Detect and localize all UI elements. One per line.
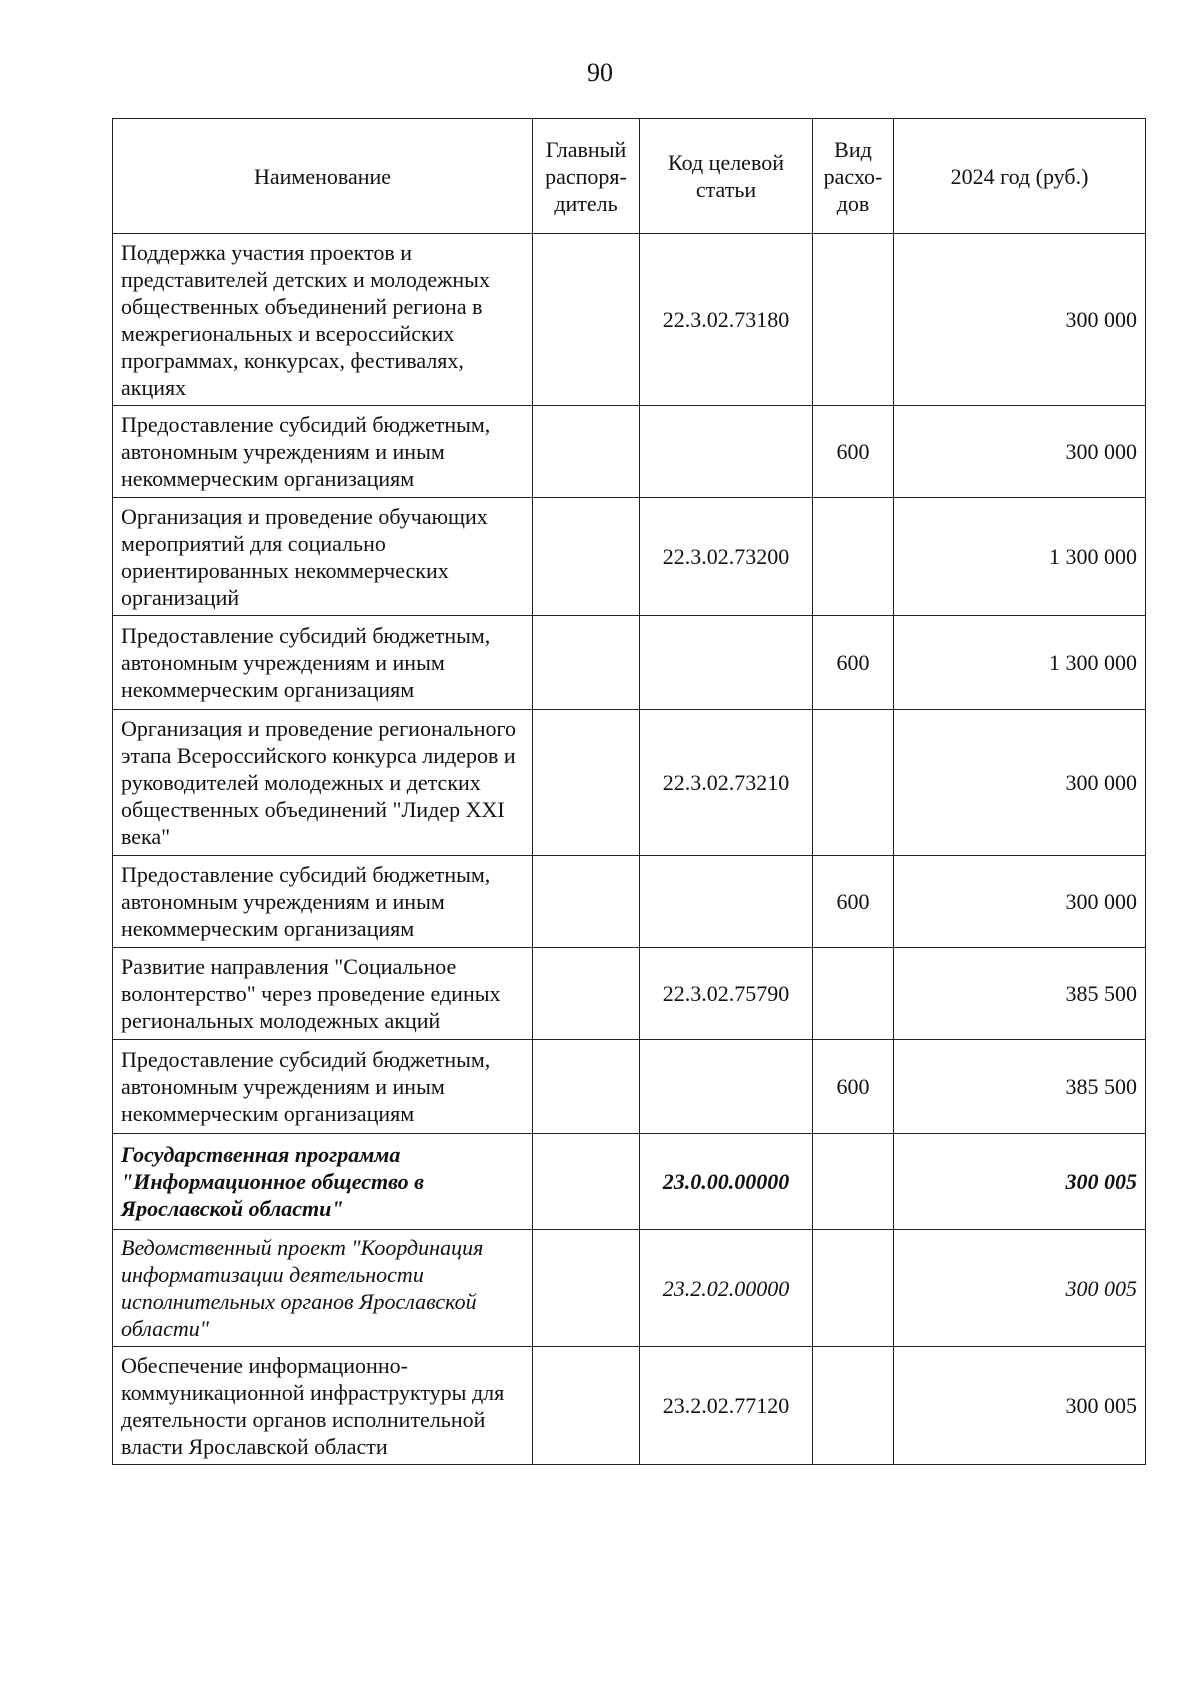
row-name: Поддержка участия проектов и представителей детских и молодежных общественных объединений региона в межрегиональных и всероссийских программах, конкурсах, фестивалях, акциях: [113, 234, 533, 406]
row-amount: 300 000: [894, 856, 1146, 948]
row-admin: [533, 948, 640, 1040]
header-name: Наименование: [113, 119, 533, 234]
table-row: [113, 1134, 1146, 1230]
row-code: 22.3.02.75790: [640, 948, 813, 1040]
row-code: [640, 1040, 813, 1134]
table-row: [113, 710, 1146, 856]
budget-table: [112, 118, 1146, 1465]
table-row: [113, 616, 1146, 710]
row-name: Предоставление субсидий бюджетным, автономным учреждениям и иным некоммерческим организациям: [113, 856, 533, 948]
row-code: 23.2.02.00000: [640, 1230, 813, 1347]
row-admin: [533, 406, 640, 498]
row-type: [813, 1230, 894, 1347]
row-amount: 300 000: [894, 710, 1146, 856]
table-row: [113, 856, 1146, 948]
row-code: 23.0.00.00000: [640, 1134, 813, 1230]
table-row: [113, 498, 1146, 616]
row-name: Предоставление субсидий бюджетным, автономным учреждениям и иным некоммерческим организациям: [113, 1040, 533, 1134]
row-amount: 385 500: [894, 948, 1146, 1040]
row-code: 22.3.02.73210: [640, 710, 813, 856]
row-amount: 1 300 000: [894, 498, 1146, 616]
row-code: 23.2.02.77120: [640, 1347, 813, 1465]
table-body: [113, 234, 1146, 1465]
row-name: Организация и проведение обучающих мероприятий для социально ориентированных некоммерческих организаций: [113, 498, 533, 616]
row-admin: [533, 1230, 640, 1347]
row-name: Обеспечение информационно-коммуникационной инфраструктуры для деятельности органов исполнительной власти Ярославской области: [113, 1347, 533, 1465]
row-type: 600: [813, 406, 894, 498]
row-code: 22.3.02.73200: [640, 498, 813, 616]
row-type: [813, 710, 894, 856]
row-code: [640, 616, 813, 710]
row-amount: 300 005: [894, 1347, 1146, 1465]
header-code: Код целевой статьи: [640, 119, 813, 234]
row-admin: [533, 856, 640, 948]
row-type: [813, 1134, 894, 1230]
table-header-row: [113, 119, 1146, 234]
page-number: 90: [587, 58, 613, 87]
row-name: Развитие направления "Социальное волонтерство" через проведение единых региональных молодежных акций: [113, 948, 533, 1040]
row-amount: 300 005: [894, 1134, 1146, 1230]
row-code: 22.3.02.73180: [640, 234, 813, 406]
row-type: 600: [813, 856, 894, 948]
row-type: 600: [813, 1040, 894, 1134]
row-name: Государственная программа "Информационное общество в Ярославской области": [113, 1134, 533, 1230]
row-code: [640, 856, 813, 948]
table-row: [113, 1347, 1146, 1465]
table-row: [113, 1230, 1146, 1347]
header-admin: Главный распоря-дитель: [533, 119, 640, 234]
row-amount: 300 005: [894, 1230, 1146, 1347]
row-code: [640, 406, 813, 498]
row-name: Предоставление субсидий бюджетным, автономным учреждениям и иным некоммерческим организациям: [113, 406, 533, 498]
row-name: Предоставление субсидий бюджетным, автономным учреждениям и иным некоммерческим организациям: [113, 616, 533, 710]
row-admin: [533, 1347, 640, 1465]
row-admin: [533, 710, 640, 856]
table-row: [113, 948, 1146, 1040]
row-type: [813, 1347, 894, 1465]
row-admin: [533, 1040, 640, 1134]
row-type: [813, 498, 894, 616]
row-amount: 385 500: [894, 1040, 1146, 1134]
row-admin: [533, 498, 640, 616]
row-name: Организация и проведение регионального этапа Всероссийского конкурса лидеров и руководителей молодежных и детских общественных объединений "Лидер XXI века": [113, 710, 533, 856]
row-type: [813, 234, 894, 406]
row-type: [813, 948, 894, 1040]
row-name: Ведомственный проект "Координация информатизации деятельности исполнительных органов Ярославской области": [113, 1230, 533, 1347]
row-amount: 300 000: [894, 234, 1146, 406]
table-row: [113, 234, 1146, 406]
header-year: 2024 год (руб.): [894, 119, 1146, 234]
row-amount: 1 300 000: [894, 616, 1146, 710]
row-amount: 300 000: [894, 406, 1146, 498]
row-type: 600: [813, 616, 894, 710]
row-admin: [533, 1134, 640, 1230]
table-row: [113, 406, 1146, 498]
row-admin: [533, 616, 640, 710]
row-admin: [533, 234, 640, 406]
header-type: Вид расхо-дов: [813, 119, 894, 234]
table-row: [113, 1040, 1146, 1134]
